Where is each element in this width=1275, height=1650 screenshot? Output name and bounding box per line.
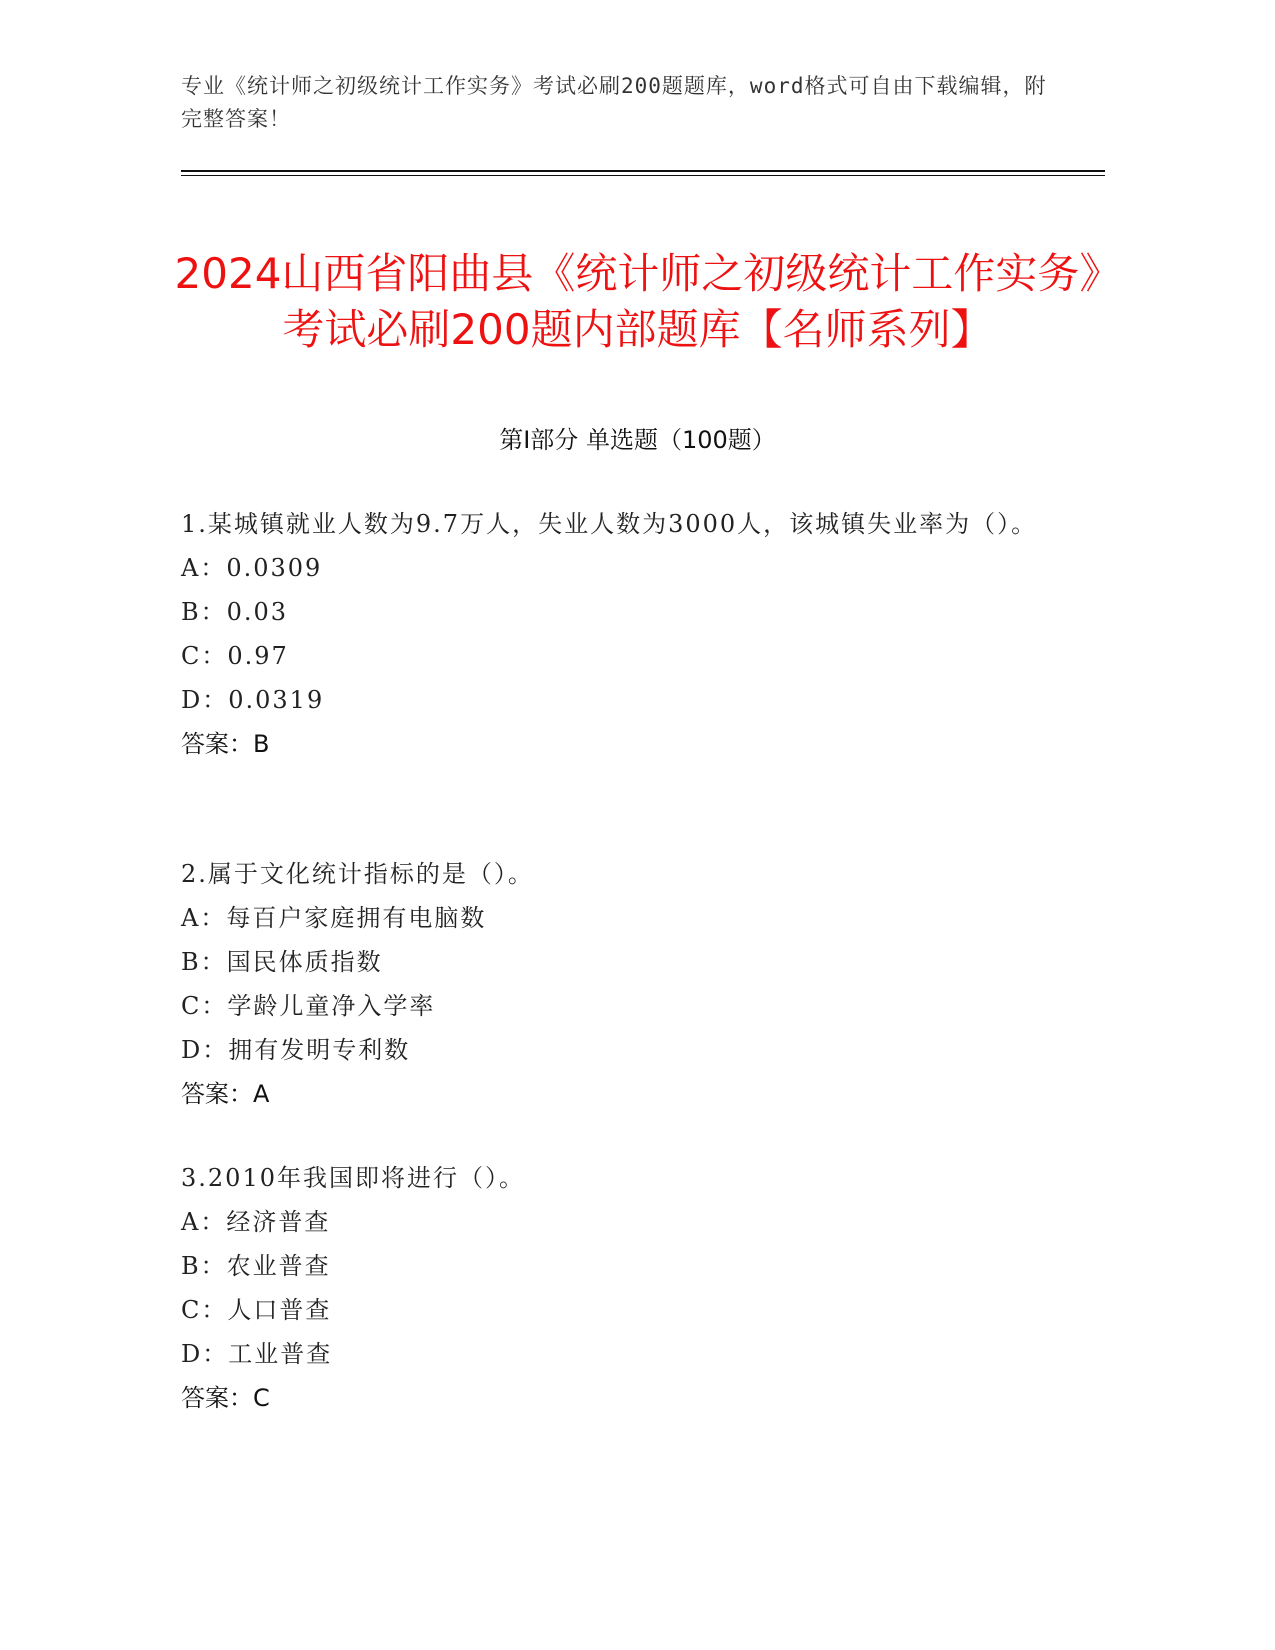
header-note: 专业《统计师之初级统计工作实务》考试必刷200题题库，word格式可自由下载编辑，附完整答案！ — [181, 74, 1047, 131]
question-text: 2.属于文化统计指标的是（）。 — [181, 860, 534, 888]
section-title: 第Ⅰ部分 单选题（100题） — [499, 426, 776, 454]
option-d: D：0.0319 — [181, 686, 325, 714]
option-d: D：拥有发明专利数 — [181, 1036, 411, 1064]
option-c: C：0.97 — [181, 642, 289, 670]
option-c: C：人口普查 — [181, 1296, 332, 1324]
answer-label: 答案：B — [181, 730, 270, 758]
question-1 — [181, 502, 1041, 766]
answer-label: 答案：A — [181, 1080, 270, 1108]
option-a: A：每百户家庭拥有电脑数 — [181, 904, 487, 932]
question-text: 3.2010年我国即将进行（）。 — [181, 1164, 525, 1192]
option-a: A：0.0309 — [181, 554, 323, 582]
question-2 — [181, 852, 1041, 1116]
option-b: B：0.03 — [181, 598, 289, 626]
question-text: 1.某城镇就业人数为9.7万人，失业人数为3000人，该城镇失业率为（）。 — [181, 510, 1038, 538]
document-title: 2024山西省阳曲县《统计师之初级统计工作实务》考试必刷200题内部题库【名师系列】 — [174, 249, 1101, 355]
header-divider-thin — [181, 175, 1105, 176]
option-d: D：工业普查 — [181, 1340, 333, 1368]
option-b: B：国民体质指数 — [181, 948, 383, 976]
option-a: A：经济普查 — [181, 1208, 331, 1236]
header-divider-thick — [181, 170, 1105, 172]
answer-label: 答案：C — [181, 1384, 270, 1412]
option-b: B：农业普查 — [181, 1252, 331, 1280]
option-c: C：学龄儿童净入学率 — [181, 992, 436, 1020]
question-3 — [181, 1156, 1041, 1420]
